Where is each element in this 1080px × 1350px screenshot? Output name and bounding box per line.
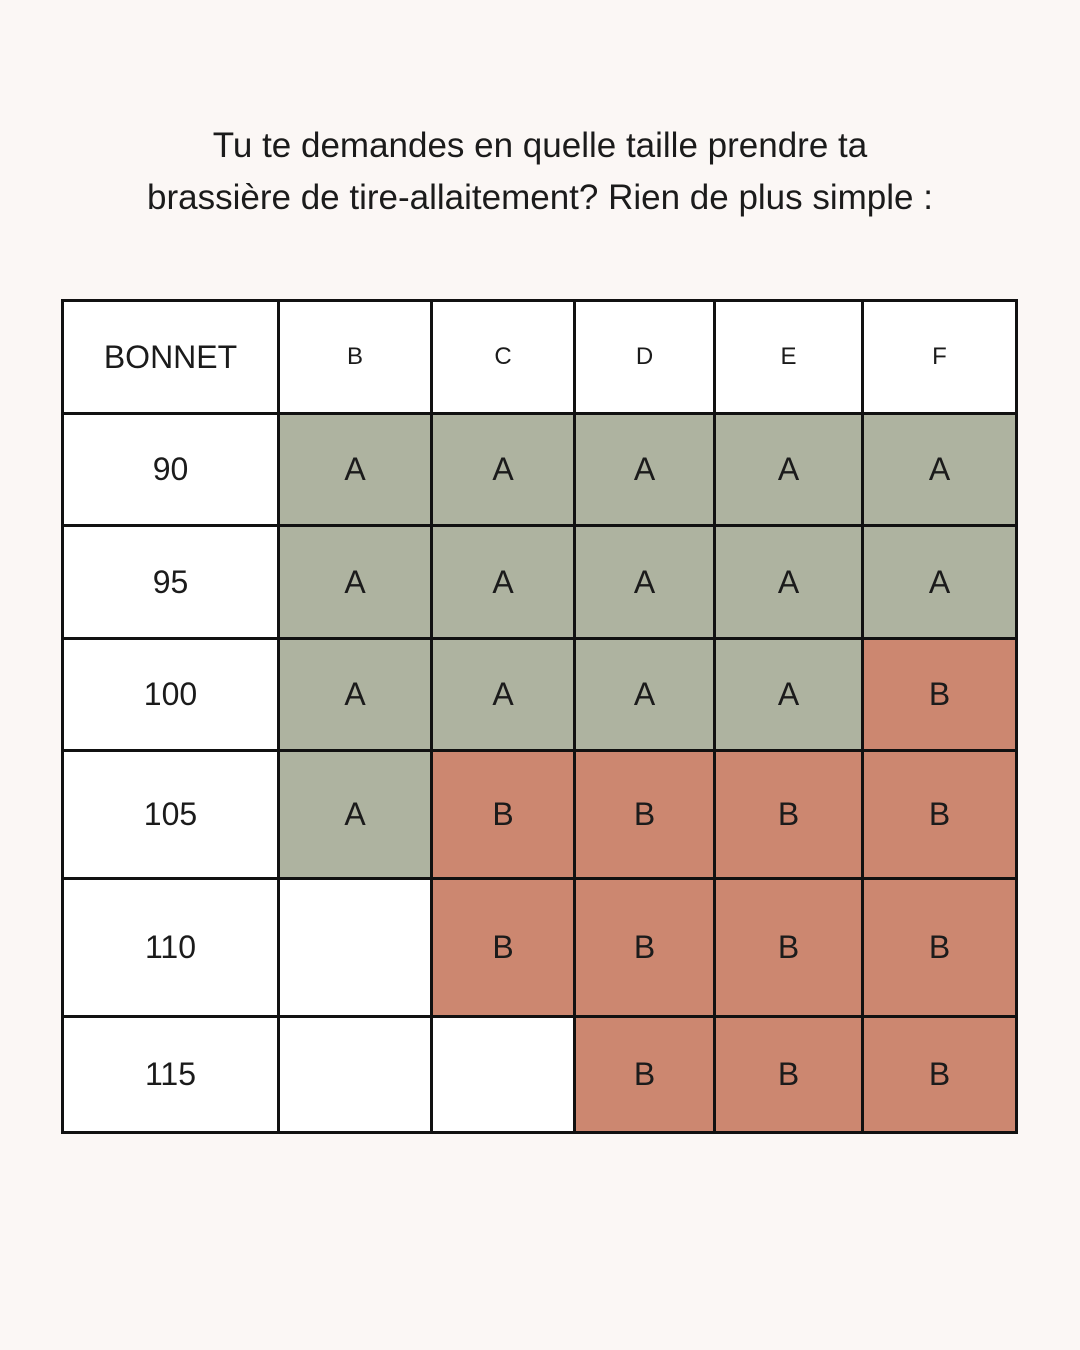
table-cell [432,1017,575,1133]
table-cell: B [715,751,863,879]
table-cell: B [863,879,1017,1017]
row-label: 115 [63,1017,279,1133]
table-cell [279,879,432,1017]
table-row [63,1017,1017,1133]
table-row [63,414,1017,526]
table-row [63,879,1017,1017]
table-cell: B [432,751,575,879]
table-row [63,526,1017,639]
table-cell: A [432,526,575,639]
table-cell: B [863,751,1017,879]
table-cell: B [863,1017,1017,1133]
table-cell: B [432,879,575,1017]
table-cell: A [432,414,575,526]
table-header-row [63,301,1017,414]
column-header: E [715,301,863,414]
row-label: 95 [63,526,279,639]
row-label: 90 [63,414,279,526]
table-cell: A [863,526,1017,639]
table-row [63,751,1017,879]
table-cell: A [279,751,432,879]
column-header: D [575,301,715,414]
row-label: 105 [63,751,279,879]
table-cell: A [432,639,575,751]
table-cell: B [575,1017,715,1133]
intro-line-1: Tu te demandes en quelle taille prendre ta [212,126,868,165]
column-header: C [432,301,575,414]
table-cell [279,1017,432,1133]
table-row [63,639,1017,751]
column-header: F [863,301,1017,414]
table-cell: A [279,414,432,526]
table-cell: B [863,639,1017,751]
table-cell: A [575,639,715,751]
table-cell: B [575,751,715,879]
intro-line-2: brassière de tire-allaitement? Rien de plus simple : [147,178,933,217]
table-cell: B [715,1017,863,1133]
intro-text [0,120,1080,224]
table-cell: A [715,526,863,639]
size-table [61,299,1018,1134]
row-label: 110 [63,879,279,1017]
table-cell: A [279,639,432,751]
table-cell: A [863,414,1017,526]
column-header: B [279,301,432,414]
row-label: 100 [63,639,279,751]
corner-label: BONNET [63,301,279,414]
table-cell: B [715,879,863,1017]
table-cell: A [279,526,432,639]
table-cell: A [715,639,863,751]
table-cell: A [715,414,863,526]
table-cell: A [575,526,715,639]
table-cell: B [575,879,715,1017]
table-cell: A [575,414,715,526]
